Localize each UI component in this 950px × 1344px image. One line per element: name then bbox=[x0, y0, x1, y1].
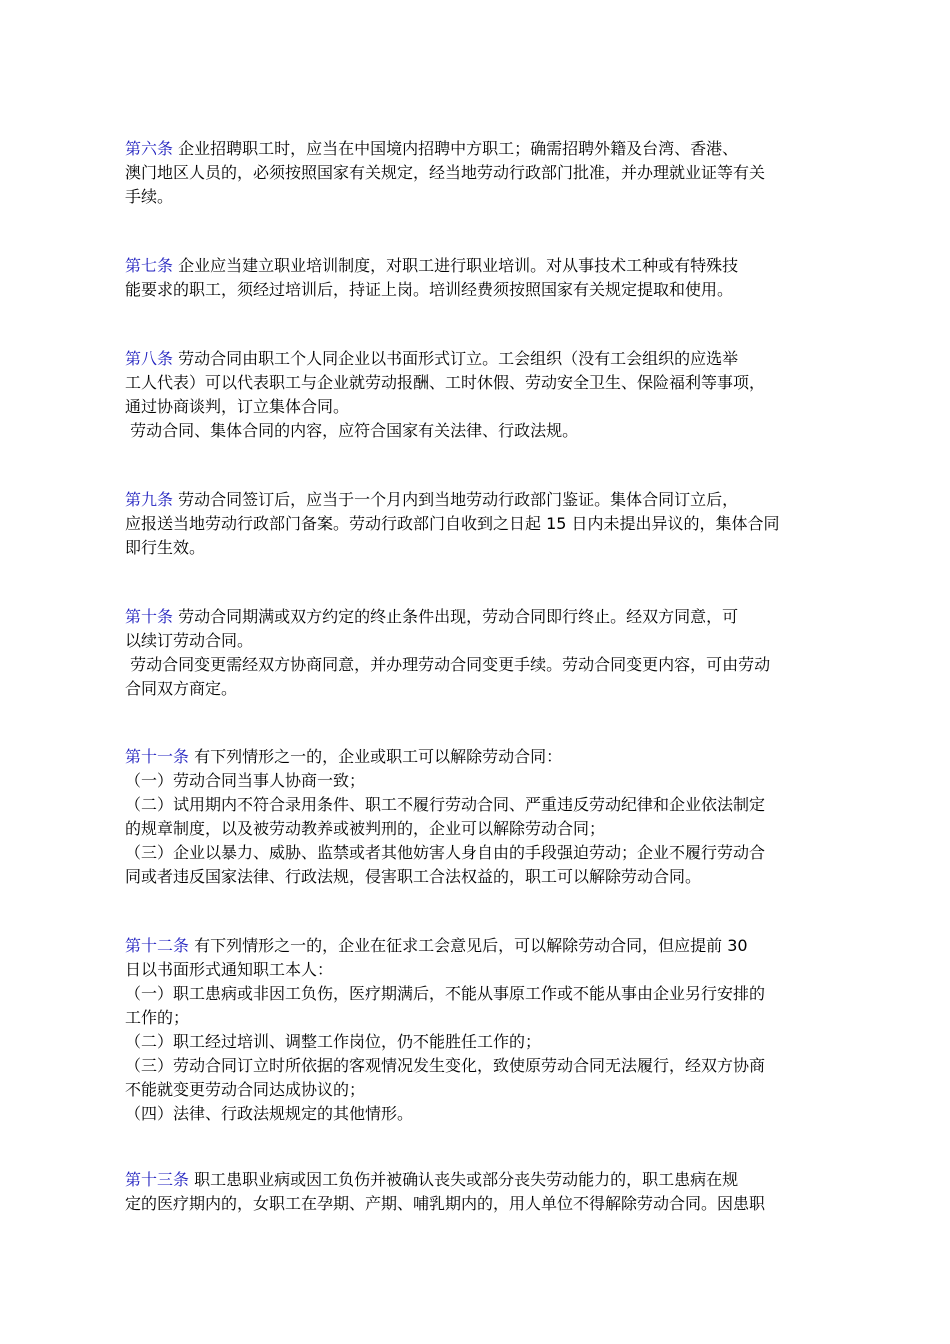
article-text-line: 即行生效。 bbox=[125, 538, 206, 557]
article-text-line: 劳动合同由职工个人同企业以书面形式订立。工会组织（没有工会组织的应选举 bbox=[178, 349, 739, 368]
article-text-line: （四）法律、行政法规规定的其他情形。 bbox=[125, 1104, 414, 1123]
article-11 bbox=[125, 745, 835, 889]
article-12 bbox=[125, 934, 835, 1126]
article-text-line: （一）劳动合同当事人协商一致； bbox=[125, 771, 366, 790]
article-text-line: 企业招聘职工时，应当在中国境内招聘中方职工；确需招聘外籍及台湾、香港、 bbox=[178, 139, 739, 158]
article-text-line: 能要求的职工，须经过培训后，持证上岗。培训经费须按照国家有关规定提取和使用。 bbox=[125, 280, 734, 299]
article-7 bbox=[125, 254, 835, 302]
article-text-line: 的规章制度，以及被劳动教养或被判刑的，企业可以解除劳动合同； bbox=[125, 819, 606, 838]
article-text-line: 工人代表）可以代表职工与企业就劳动报酬、工时休假、劳动安全卫生、保险福利等事项， bbox=[125, 373, 766, 392]
article-13 bbox=[125, 1168, 835, 1216]
article-heading: 第十三条 bbox=[125, 1170, 190, 1189]
article-text-line: （三）劳动合同订立时所依据的客观情况发生变化，致使原劳动合同无法履行，经双方协商 bbox=[125, 1056, 766, 1075]
article-heading: 第六条 bbox=[125, 139, 174, 158]
article-text-line: 劳动合同、集体合同的内容，应符合国家有关法律、行政法规。 bbox=[125, 421, 579, 440]
article-heading: 第十条 bbox=[125, 607, 174, 626]
article-text-line: 以续订劳动合同。 bbox=[125, 631, 254, 650]
article-text-line: 职工患职业病或因工负伤并被确认丧失或部分丧失劳动能力的，职工患病在规 bbox=[194, 1170, 739, 1189]
article-text-line: 有下列情形之一的，企业在征求工会意见后，可以解除劳动合同，但应提前 30 bbox=[194, 936, 748, 955]
article-heading: 第七条 bbox=[125, 256, 174, 275]
article-heading: 第十一条 bbox=[125, 747, 190, 766]
article-text-line: （二）试用期内不符合录用条件、职工不履行劳动合同、严重违反劳动纪律和企业依法制定 bbox=[125, 795, 766, 814]
article-text-line: 不能就变更劳动合同达成协议的； bbox=[125, 1080, 366, 1099]
article-text-line: 同或者违反国家法律、行政法规，侵害职工合法权益的，职工可以解除劳动合同。 bbox=[125, 867, 702, 886]
article-heading: 第十二条 bbox=[125, 936, 190, 955]
article-text-line: 应报送当地劳动行政部门备案。劳动行政部门自收到之日起 15 日内未提出异议的，集体合同 bbox=[125, 514, 780, 533]
article-text-line: 澳门地区人员的，必须按照国家有关规定，经当地劳动行政部门批准，并办理就业证等有关 bbox=[125, 163, 766, 182]
article-text-line: 定的医疗期内的，女职工在孕期、产期、哺乳期内的，用人单位不得解除劳动合同。因患职 bbox=[125, 1194, 766, 1213]
article-8 bbox=[125, 347, 835, 443]
article-text-line: （三）企业以暴力、威胁、监禁或者其他妨害人身自由的手段强迫劳动；企业不履行劳动合 bbox=[125, 843, 766, 862]
article-10 bbox=[125, 605, 835, 701]
article-text-line: 合同双方商定。 bbox=[125, 679, 238, 698]
article-text-line: 工作的； bbox=[125, 1008, 190, 1027]
article-6 bbox=[125, 137, 835, 209]
article-text-line: 企业应当建立职业培训制度，对职工进行职业培训。对从事技术工种或有特殊技 bbox=[178, 256, 739, 275]
article-text-line: 日以书面形式通知职工本人： bbox=[125, 960, 334, 979]
article-text-line: 劳动合同签订后，应当于一个月内到当地劳动行政部门鉴证。集体合同订立后， bbox=[178, 490, 739, 509]
article-text-line: 劳动合同期满或双方约定的终止条件出现，劳动合同即行终止。经双方同意，可 bbox=[178, 607, 739, 626]
article-text-line: 劳动合同变更需经双方协商同意，并办理劳动合同变更手续。劳动合同变更内容，可由劳动 bbox=[125, 655, 771, 674]
article-9 bbox=[125, 488, 835, 560]
article-text-line: 通过协商谈判，订立集体合同。 bbox=[125, 397, 350, 416]
article-heading: 第九条 bbox=[125, 490, 174, 509]
article-text-line: 有下列情形之一的，企业或职工可以解除劳动合同： bbox=[194, 747, 563, 766]
article-heading: 第八条 bbox=[125, 349, 174, 368]
article-text-line: 手续。 bbox=[125, 187, 174, 206]
article-text-line: （二）职工经过培训、调整工作岗位，仍不能胜任工作的； bbox=[125, 1032, 542, 1051]
article-text-line: （一）职工患病或非因工负伤，医疗期满后，不能从事原工作或不能从事由企业另行安排的 bbox=[125, 984, 766, 1003]
